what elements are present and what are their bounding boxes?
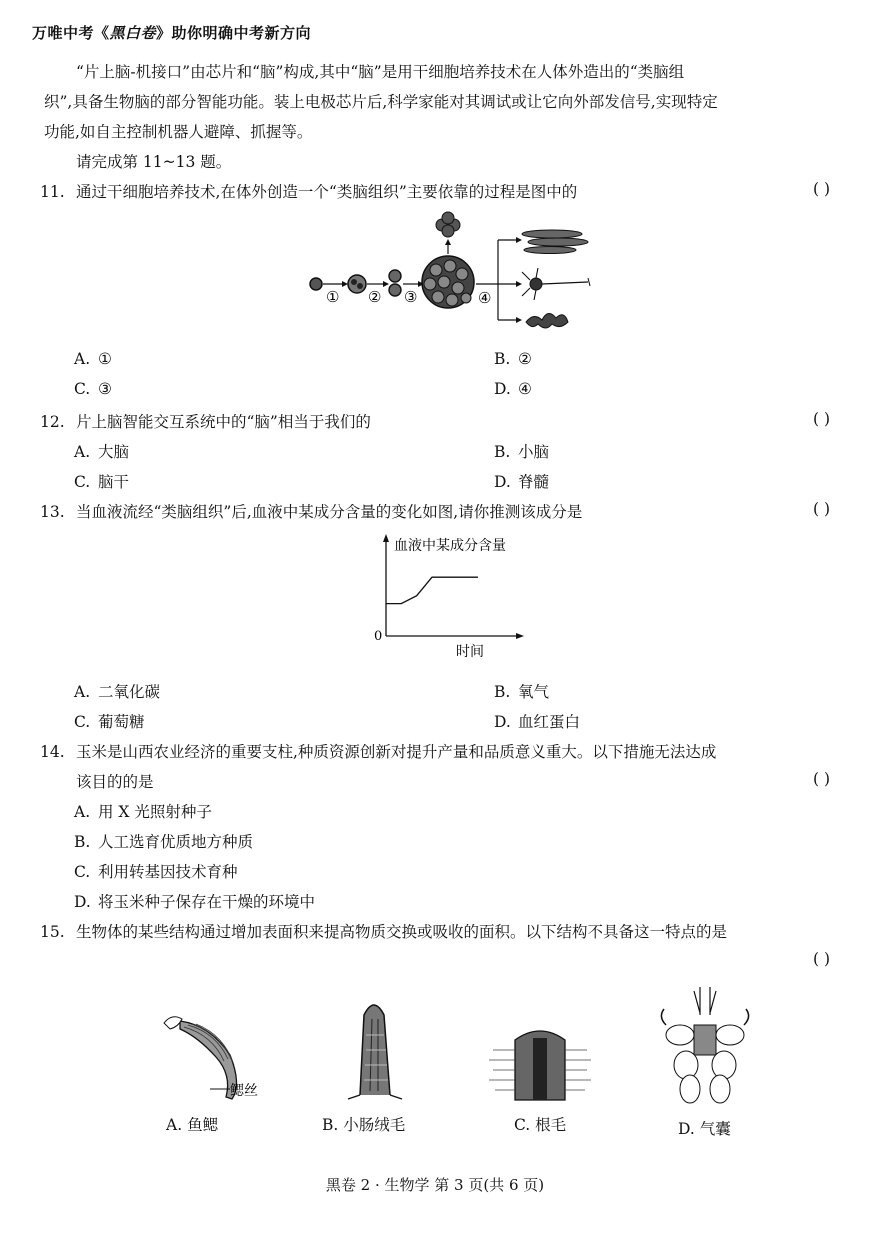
option-letter: D.	[494, 473, 511, 491]
option-letter: C.	[74, 380, 91, 398]
option-text: ②	[518, 350, 532, 368]
option-12-b[interactable]	[494, 440, 549, 462]
option-11-a[interactable]	[74, 350, 112, 368]
root-hair-figure	[485, 1020, 595, 1105]
intro-line-1: “片上脑-机接口”由芯片和“脑”构成,其中“脑”是用干细胞培养技术在人体外造出的“类脑组	[76, 63, 685, 81]
option-letter: B.	[74, 833, 91, 851]
question-14-stem-2: 该目的的是	[76, 773, 154, 791]
option-text: 气囊	[699, 1120, 731, 1138]
two-cell-stage	[348, 275, 366, 293]
top-cell-group	[436, 212, 460, 237]
option-12-d[interactable]	[494, 470, 549, 492]
answer-blank[interactable]: ( )	[812, 950, 830, 968]
answer-blank[interactable]: ( )	[812, 180, 830, 198]
option-text: 脑干	[98, 473, 130, 491]
option-14-a[interactable]	[74, 800, 212, 822]
x-axis-label: 时间	[456, 644, 484, 660]
cell-differentiation-diagram	[300, 210, 600, 335]
option-letter: A.	[166, 1116, 183, 1134]
header-brand: 黑白卷	[109, 24, 157, 42]
gill-arch	[180, 1021, 237, 1099]
option-letter: C.	[514, 1116, 531, 1134]
nerve-cell	[522, 268, 590, 300]
label-4: ④	[478, 289, 492, 307]
question-11-stem	[40, 180, 577, 202]
option-13-d[interactable]	[494, 710, 580, 732]
option-text: 小肠绒毛	[343, 1116, 406, 1134]
caption-a[interactable]	[166, 1113, 218, 1135]
option-text: 用 X 光照射种子	[98, 803, 212, 821]
question-number: 13.	[40, 503, 65, 521]
option-text: 二氧化碳	[98, 683, 161, 701]
series-line	[386, 577, 478, 603]
option-11-c[interactable]	[74, 380, 112, 398]
option-letter: A.	[74, 350, 91, 368]
option-letter: C.	[74, 713, 91, 731]
option-letter: B.	[322, 1116, 339, 1134]
intro-line-3: 功能,如自主控制机器人避障、抓握等。	[44, 123, 313, 141]
option-text: 人工选育优质地方种质	[98, 833, 254, 851]
option-text: 大脑	[98, 443, 130, 461]
label-3: ③	[404, 288, 418, 306]
option-text: 葡萄糖	[98, 713, 145, 731]
air-sac-figure	[650, 985, 760, 1110]
fish-gill-figure	[150, 1005, 270, 1105]
option-text: ①	[98, 350, 112, 368]
caption-b[interactable]	[322, 1113, 405, 1135]
option-text: 根毛	[535, 1116, 567, 1134]
option-letter: D.	[74, 893, 91, 911]
option-text: ④	[518, 380, 532, 398]
question-15-stem	[40, 920, 727, 942]
question-number: 15.	[40, 923, 65, 941]
option-letter: D.	[494, 380, 511, 398]
label-2: ②	[368, 288, 382, 306]
x-axis-arrow	[516, 633, 524, 639]
villus-figure	[340, 995, 410, 1105]
option-letter: B.	[494, 350, 511, 368]
option-14-d[interactable]	[74, 890, 315, 912]
option-text: 小脑	[518, 443, 550, 461]
option-12-c[interactable]	[74, 470, 129, 492]
option-letter: D.	[678, 1120, 695, 1138]
option-text: ③	[98, 380, 112, 398]
caption-c[interactable]	[514, 1113, 566, 1135]
option-13-c[interactable]	[74, 710, 145, 732]
option-11-d[interactable]	[494, 380, 532, 398]
option-letter: A.	[74, 803, 91, 821]
page-header	[32, 22, 311, 43]
muscle-cells	[522, 230, 588, 254]
origin-label: 0	[374, 629, 383, 644]
option-text: 脊髓	[518, 473, 550, 491]
answer-blank[interactable]: ( )	[812, 770, 830, 788]
header-suffix: 》助你明确中考新方向	[156, 24, 312, 42]
option-12-a[interactable]	[74, 440, 129, 462]
question-13-stem	[40, 500, 582, 522]
intro-line-4: 请完成第 11~13 题。	[76, 153, 232, 171]
option-11-b[interactable]	[494, 350, 532, 368]
page-footer: 黑卷 2 · 生物学 第 3 页(共 6 页)	[325, 1176, 545, 1194]
header-prefix: 万唯中考《	[32, 24, 110, 42]
question-number: 12.	[40, 413, 65, 431]
tissue-cells	[526, 313, 568, 328]
question-12-stem	[40, 410, 371, 432]
intro-line-2: 织”,具备生物脑的部分智能功能。装上电极芯片后,科学家能对其调试或让它向外部发信号,实现特定	[44, 93, 718, 111]
option-letter: C.	[74, 863, 91, 881]
gill-label: 鳃丝	[230, 1083, 258, 1099]
option-letter: C.	[74, 473, 91, 491]
caption-d[interactable]	[678, 1117, 731, 1139]
question-text: 通过干细胞培养技术,在体外创造一个“类脑组织”主要依靠的过程是图中的	[76, 183, 578, 201]
answer-blank[interactable]: ( )	[812, 410, 830, 428]
lungs	[694, 1025, 716, 1055]
question-number: 11.	[40, 183, 65, 201]
cell-cluster	[422, 256, 474, 308]
question-text: 片上脑智能交互系统中的“脑”相当于我们的	[76, 413, 371, 431]
option-14-b[interactable]	[74, 830, 253, 852]
label-1: ①	[326, 288, 340, 306]
y-axis-arrow	[383, 534, 389, 542]
option-text: 将玉米种子保存在干燥的环境中	[98, 893, 316, 911]
question-text: 生物体的某些结构通过增加表面积来提高物质交换或吸收的面积。以下结构不具备这一特点的是	[76, 923, 728, 941]
option-letter: B.	[494, 683, 511, 701]
four-cell-stage	[389, 284, 401, 296]
question-text: 当血液流经“类脑组织”后,血液中某成分含量的变化如图,请你推测该成分是	[76, 503, 583, 521]
question-number: 14.	[40, 743, 65, 761]
option-letter: B.	[494, 443, 511, 461]
y-axis-label: 血液中某成分含量	[394, 538, 506, 554]
answer-blank[interactable]: ( )	[812, 500, 830, 518]
option-letter: A.	[74, 683, 91, 701]
option-text: 利用转基因技术育种	[98, 863, 238, 881]
option-text: 氧气	[518, 683, 550, 701]
option-14-c[interactable]	[74, 860, 238, 882]
option-13-b[interactable]	[494, 680, 549, 702]
air-sac	[680, 1075, 700, 1103]
question-14-stem	[40, 740, 716, 762]
option-13-a[interactable]	[74, 680, 160, 702]
option-letter: D.	[494, 713, 511, 731]
content-change-chart	[360, 530, 540, 665]
option-text: 鱼鳃	[187, 1116, 219, 1134]
option-letter: A.	[74, 443, 91, 461]
single-cell	[310, 278, 322, 290]
option-text: 血红蛋白	[518, 713, 581, 731]
question-text: 玉米是山西农业经济的重要支柱,种质资源创新对提升产量和品质意义重大。以下措施无法达成	[76, 743, 717, 761]
